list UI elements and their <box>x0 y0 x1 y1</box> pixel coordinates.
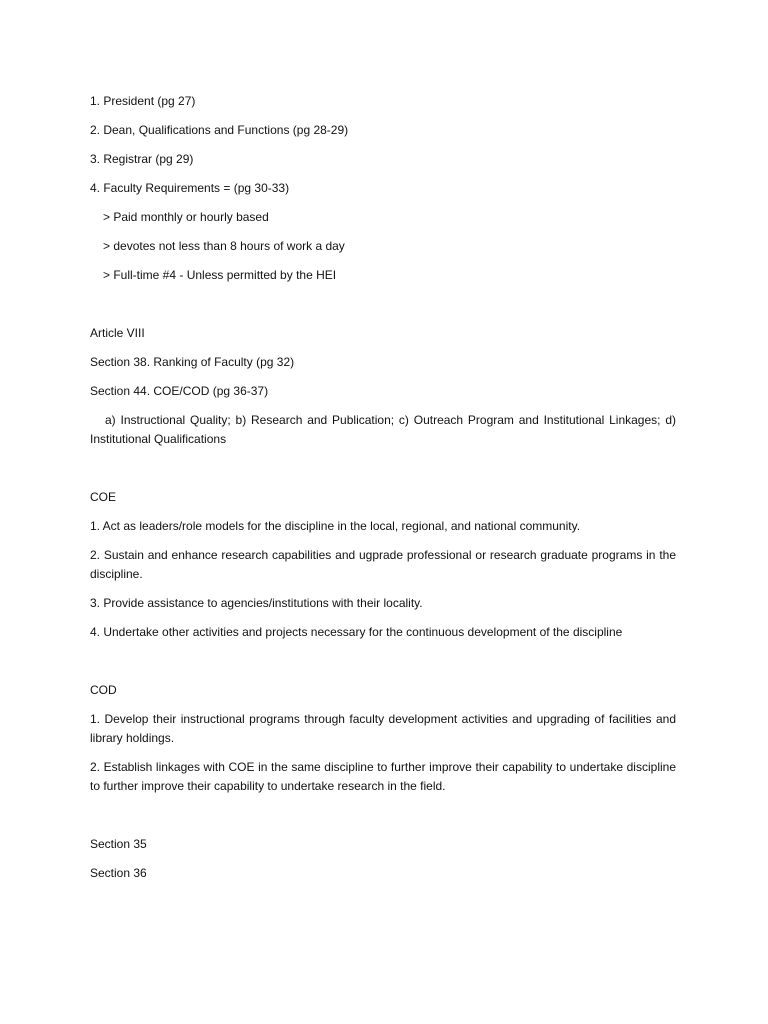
sub-item-paid: > Paid monthly or hourly based <box>103 210 269 224</box>
coe-item-3: 3. Provide assistance to agencies/institutions with their locality. <box>90 596 423 610</box>
article-title: Article VIII <box>90 326 145 340</box>
cod-heading: COD <box>90 683 117 697</box>
cod-item-1: 1. Develop their instructional programs through faculty development activities and upgrading of facilities and library holdings. <box>90 712 676 745</box>
coe-item-1: 1. Act as leaders/role models for the discipline in the local, regional, and national community. <box>90 519 581 533</box>
coe-item-2: 2. Sustain and enhance research capabilities and ugprade professional or research graduate programs in the discipline. <box>90 548 676 581</box>
cod-item-2: 2. Establish linkages with COE in the same discipline to further improve their capability to undertake discipline to further improve their capability to undertake research in the field. <box>90 760 676 793</box>
section-44: Section 44. COE/COD (pg 36-37) <box>90 384 269 398</box>
sub-item-hours: > devotes not less than 8 hours of work a day <box>103 239 345 253</box>
list-item-dean: 2. Dean, Qualifications and Functions (pg 28-29) <box>90 123 349 137</box>
section-35: Section 35 <box>90 837 147 851</box>
section-38: Section 38. Ranking of Faculty (pg 32) <box>90 355 295 369</box>
criteria-paragraph: a) Instructional Quality; b) Research and Publication; c) Outreach Program and Institutional Linkages; d) Institutional Qualifications <box>90 413 676 446</box>
sub-item-full-time: > Full-time #4 - Unless permitted by the HEI <box>103 268 337 282</box>
list-item-registrar: 3. Registrar (pg 29) <box>90 152 194 166</box>
section-36: Section 36 <box>90 866 147 880</box>
coe-item-4: 4. Undertake other activities and projects necessary for the continuous development of the discipline <box>90 625 623 639</box>
list-item-faculty-requirements: 4. Faculty Requirements = (pg 30-33) <box>90 181 290 195</box>
list-item-president: 1. President (pg 27) <box>90 94 196 108</box>
coe-heading: COE <box>90 490 117 504</box>
